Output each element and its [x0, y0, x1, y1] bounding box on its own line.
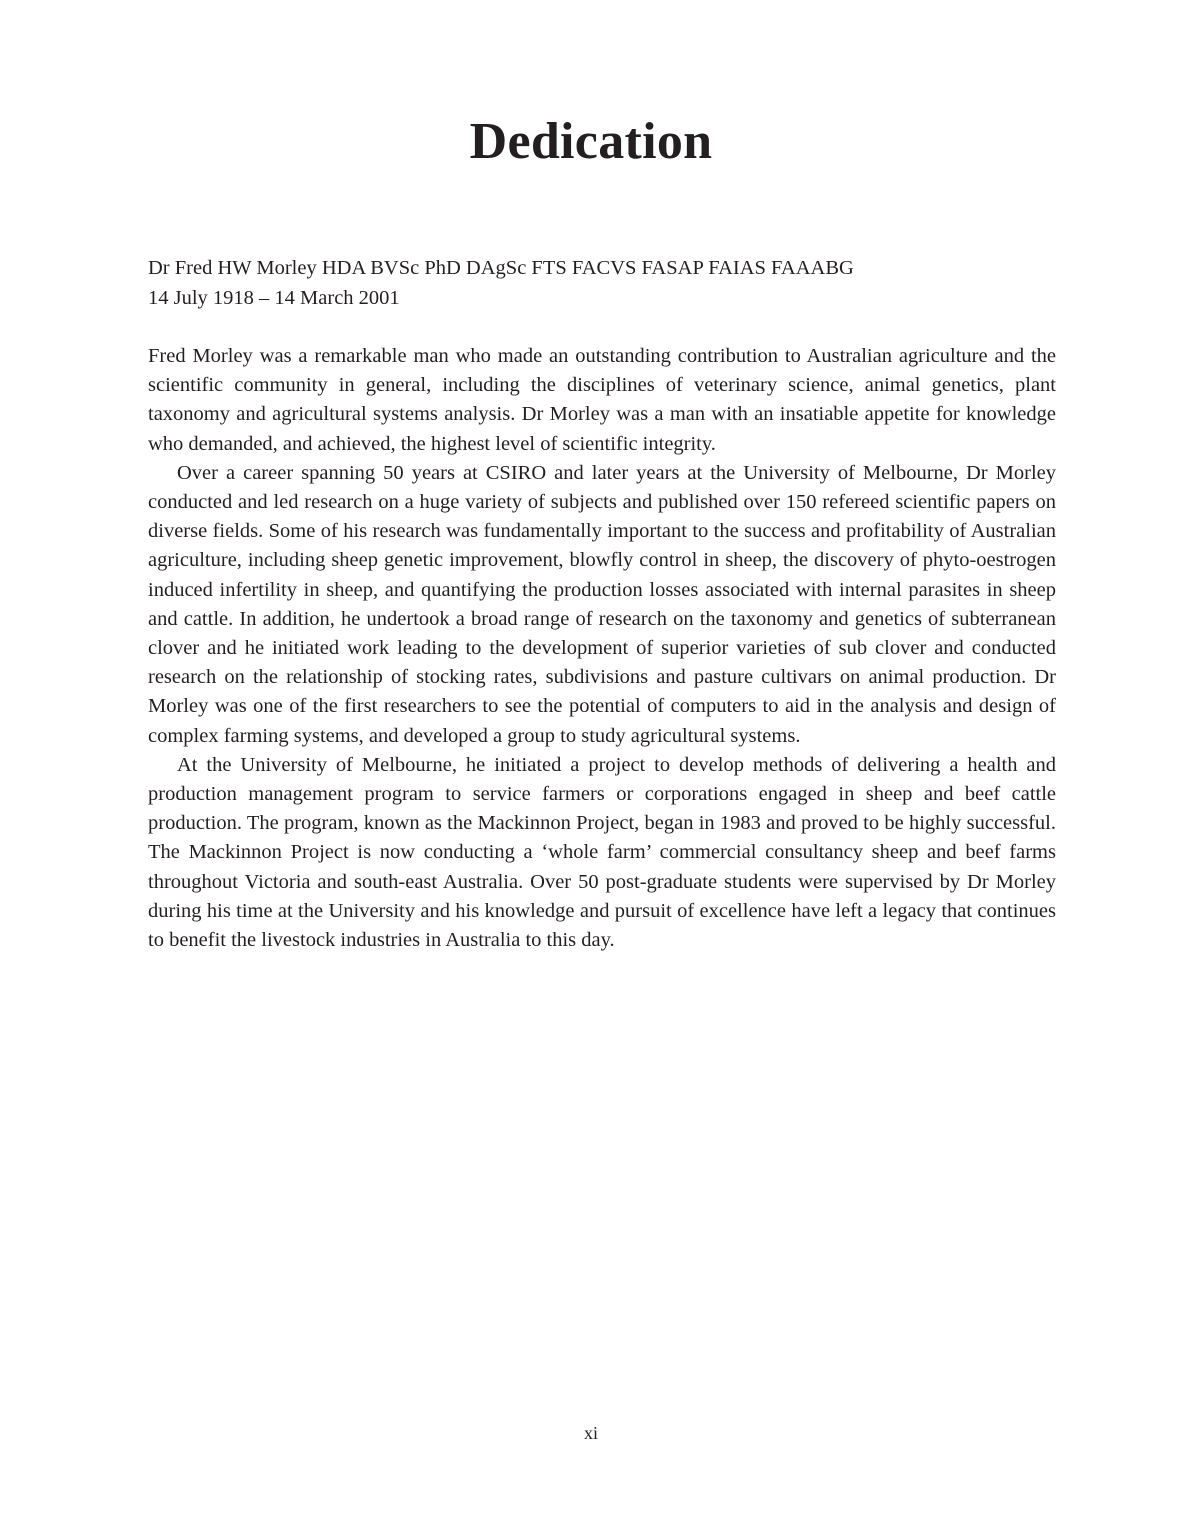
paragraph-1: Fred Morley was a remarkable man who made an outstanding contribution to Australian agriculture and the scientific community in general, including the disciplines of veterinary science, animal genetics, plant taxonomy and agricultural systems analysis. Dr Morley was a man with an insatiable appetite for knowledge who demanded, and achieved, the highest level of scientific integrity.	[148, 345, 1056, 455]
dedication-body	[148, 342, 1056, 955]
paragraph-2: Over a career spanning 50 years at CSIRO and later years at the University of Melbourne, Dr Morley conducted and led research on a huge variety of subjects and published over 150 refereed scientific papers on diverse fields. Some of his research was fundamentally important to the success and profitability of Australian agriculture, including sheep genetic improvement, blowfly control in sheep, the discovery of phyto-oestrogen induced infertility in sheep, and quantifying the production losses associated with internal parasites in sheep and cattle. In addition, he undertook a broad range of research on the taxonomy and genetics of subterranean clover and he initiated work leading to the development of superior varieties of sub clover and conducted research on the relationship of stocking rates, subdivisions and pasture cultivars on animal production. Dr Morley was one of the first researchers to see the potential of computers to aid in the analysis and design of complex farming systems, and developed a group to study agricultural systems.	[148, 461, 1056, 747]
dedicatee-dates: 14 July 1918 – 14 March 2001	[148, 287, 400, 309]
dedicatee-name: Dr Fred HW Morley HDA BVSc PhD DAgSc FTS FACVS FASAP FAIAS FAAABG	[148, 257, 854, 279]
page-number: xi	[583, 1423, 598, 1443]
paragraph-3: At the University of Melbourne, he initiated a project to develop methods of delivering a health and production management program to service farmers or corporations engaged in sheep and beef cattle production. The program, known as the Mackinnon Project, began in 1983 and proved to be highly successful. The Mackinnon Project is now conducting a ‘whole farm’ commercial consultancy sheep and beef farms throughout Victoria and south-east Australia. Over 50 post-graduate students were supervised by Dr Morley during his time at the University and his knowledge and pursuit of excellence have left a legacy that continues to benefit the livestock industries in Australia to this day.	[148, 753, 1056, 952]
page-title: Dedication	[469, 113, 713, 170]
dedicatee-block	[148, 253, 1048, 313]
